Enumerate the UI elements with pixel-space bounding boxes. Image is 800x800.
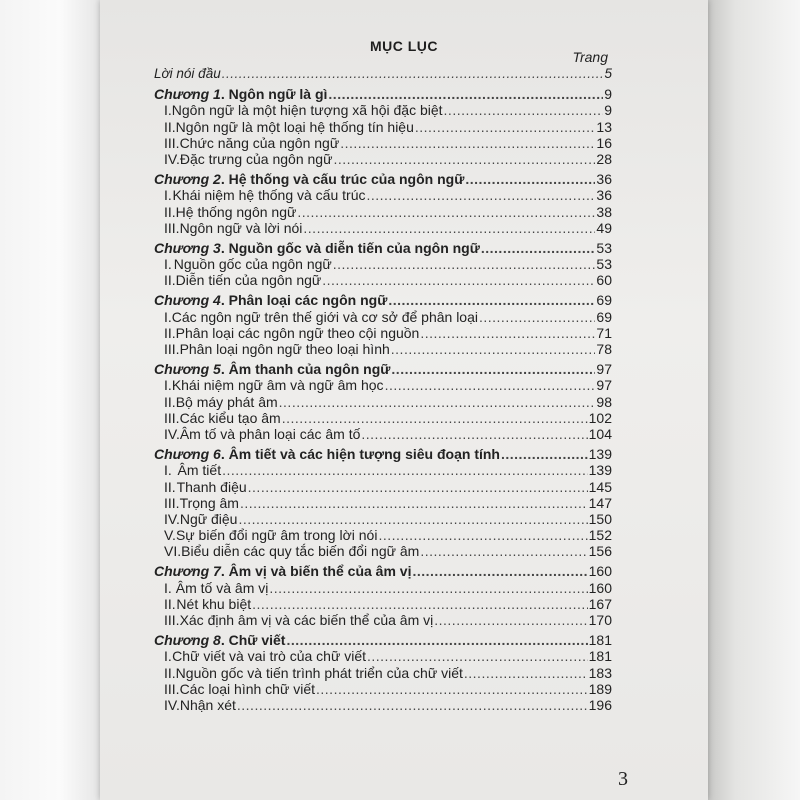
toc-item-row	[154, 410, 612, 426]
toc-item-page: 13	[596, 118, 612, 135]
toc-item-label: Trọng âm	[179, 494, 239, 511]
toc-chapter-page: 97	[596, 361, 612, 378]
toc-item-number: IV.	[164, 510, 180, 527]
toc-item-label: Nét khu biệt	[176, 595, 252, 612]
toc-item-page: 181	[588, 648, 612, 665]
toc-item-label: Các ngôn ngữ trên thế giới và cơ sở để phân loại	[171, 308, 478, 325]
dot-leader	[248, 479, 588, 495]
toc-item-number: II.	[164, 393, 176, 410]
toc-item-row	[154, 543, 612, 559]
toc-item-page: 9	[604, 102, 612, 119]
dot-leader	[322, 272, 595, 288]
toc-item-page: 183	[588, 664, 612, 681]
toc-item-label: Âm tiết	[177, 462, 222, 479]
toc-item-row	[154, 697, 612, 713]
toc-item-page: 160	[588, 579, 612, 596]
dot-leader	[501, 446, 588, 462]
toc-item-number: II.	[164, 478, 176, 495]
toc-chapter-page: 181	[588, 632, 612, 649]
toc-chapter-heading	[154, 292, 387, 308]
dot-leader	[420, 543, 587, 559]
toc-item-label: Ngôn ngữ và lời nói	[179, 219, 303, 236]
dot-leader	[328, 86, 603, 102]
toc-chapter-prefix: Chương 5	[154, 361, 221, 378]
toc-item-number: III.	[164, 612, 180, 628]
page-number: 3	[618, 768, 628, 790]
toc-item-number: III.	[164, 134, 180, 151]
dot-leader	[366, 187, 595, 203]
dot-leader	[464, 665, 588, 681]
toc-item-row	[154, 341, 612, 357]
dot-leader	[340, 135, 595, 151]
toc-item-label: Phân loại các ngôn ngữ theo cội nguồn	[175, 324, 420, 341]
toc-item-label: Ngôn ngữ là một hiện tượng xã hội đặc biệt	[171, 102, 443, 119]
page-column-label: Trang	[572, 49, 608, 65]
dot-leader	[412, 563, 587, 579]
toc-chapter-sep: .	[220, 361, 229, 378]
toc-item-page: 71	[596, 324, 612, 341]
toc-chapter-title: Ngôn ngữ là gì	[228, 86, 328, 103]
toc-item-label: Khái niệm hệ thống và cấu trúc	[172, 187, 366, 204]
toc-item-number: IV.	[164, 425, 180, 442]
toc-item-number: I.	[164, 102, 172, 119]
toc-item-label: Nguồn gốc của ngôn ngữ	[173, 256, 332, 273]
toc-intro-page: 5	[604, 66, 612, 81]
toc-chapter-sep: .	[220, 239, 229, 256]
toc-chapter-title: Nguồn gốc và diễn tiến của ngôn ngữ	[228, 239, 480, 256]
toc-item-number: II.	[164, 203, 176, 220]
toc-item-label: Thanh điệu	[176, 478, 247, 495]
toc-item-label: Âm tố và phân loại các âm tố	[179, 425, 361, 442]
dot-leader	[481, 240, 596, 256]
dot-leader	[385, 377, 596, 393]
toc-item-row	[154, 681, 612, 697]
toc-item-page: 147	[588, 494, 612, 511]
toc-item-row	[154, 220, 612, 236]
toc-item-row	[154, 377, 612, 393]
toc-item-row	[154, 135, 612, 151]
background-right	[708, 0, 800, 800]
toc-chapter-title: Chữ viết	[228, 632, 286, 649]
toc-chapter-page: 69	[596, 292, 612, 309]
toc-item-number: I.	[164, 377, 172, 394]
toc-item-label: Chức năng của ngôn ngữ	[179, 134, 340, 151]
toc-chapter-row	[154, 361, 612, 377]
toc-intro-label: Lời nói đầu	[154, 66, 221, 81]
book-page	[100, 0, 708, 800]
dot-leader	[238, 511, 587, 527]
toc-item-row	[154, 612, 612, 628]
toc-item-row	[154, 204, 612, 220]
toc-item-row	[154, 665, 612, 681]
toc-item-number: I.	[164, 462, 172, 479]
toc-item-row	[154, 256, 612, 272]
dot-leader	[279, 394, 596, 410]
toc-item-row	[154, 596, 612, 612]
toc-item-label: Sự biến đổi ngữ âm trong lời nói	[175, 527, 378, 544]
toc-item-page: 49	[596, 219, 612, 236]
toc-item-page: 97	[596, 377, 612, 394]
toc-item-label: Các loại hình chữ viết	[179, 680, 316, 697]
toc-chapter-page: 139	[588, 446, 612, 463]
toc-item-number: III.	[164, 219, 180, 236]
toc-item-page: 69	[596, 308, 612, 325]
toc-chapter-row	[154, 563, 612, 579]
toc-chapter-row	[154, 292, 612, 308]
toc-chapter-heading	[154, 171, 464, 187]
toc-item-number: I.	[164, 648, 172, 665]
toc-chapter-heading	[154, 361, 390, 377]
dot-leader	[378, 527, 587, 543]
toc-item-page: 102	[588, 409, 612, 426]
toc-chapter-heading	[154, 240, 480, 256]
dot-leader	[465, 171, 595, 187]
toc-item-row	[154, 102, 612, 118]
toc-item-row	[154, 325, 612, 341]
toc-chapter-title: Âm vị và biến thể của âm vị	[228, 563, 412, 580]
toc-chapter-heading	[154, 563, 411, 579]
toc-chapter-heading	[154, 86, 327, 102]
dot-leader	[444, 102, 604, 118]
toc-chapter-sep: .	[220, 632, 229, 649]
toc-item-row	[154, 511, 612, 527]
toc-item-label: Khái niệm ngữ âm và ngữ âm học	[171, 377, 384, 394]
toc-item-number: II.	[164, 118, 176, 135]
dot-leader	[361, 426, 587, 442]
toc-chapter-title: Âm thanh của ngôn ngữ	[228, 361, 391, 378]
dot-leader	[388, 292, 595, 308]
toc-item-page: 28	[596, 150, 612, 167]
toc-chapter-sep: .	[220, 86, 229, 103]
toc-item-page: 167	[588, 595, 612, 612]
toc-item-label: Bộ máy phát âm	[175, 393, 278, 410]
toc-item-page: 139	[588, 462, 612, 479]
toc-item-label: Ngôn ngữ là một loại hệ thống tín hiệu	[175, 118, 414, 135]
toc-item-page: 196	[588, 696, 612, 713]
toc-item-label: Nhận xét	[179, 696, 236, 713]
toc-item-page: 36	[596, 187, 612, 204]
toc-item-number: I.	[164, 579, 172, 596]
toc-item-number: II.	[164, 595, 176, 612]
toc-item-page: 53	[596, 256, 612, 273]
toc-item-number: II.	[164, 664, 176, 681]
toc-item-page: 145	[588, 478, 612, 495]
toc-chapter-heading	[154, 632, 285, 648]
toc-chapter-page: 53	[596, 239, 612, 256]
toc-chapter-page: 160	[588, 563, 612, 580]
dot-leader	[297, 204, 595, 220]
toc-chapter-row	[154, 86, 612, 102]
toc-item-page: 156	[588, 543, 612, 560]
toc-intro-row	[154, 66, 612, 82]
toc-item-number: I.	[164, 256, 172, 273]
toc-item-number: III.	[164, 494, 180, 511]
toc-item-number: III.	[164, 409, 180, 426]
toc-item-page: 38	[596, 203, 612, 220]
toc-chapter-prefix: Chương 6	[154, 446, 221, 463]
toc-item-number: III.	[164, 341, 180, 357]
toc-chapter-row	[154, 171, 612, 187]
toc-item-label: Chữ viết và vai trò của chữ viết	[172, 648, 366, 665]
toc-item-row	[154, 479, 612, 495]
toc-chapter-prefix: Chương 7	[154, 563, 221, 580]
toc-chapter-sep: .	[220, 292, 229, 309]
toc-chapter-row	[154, 632, 612, 648]
toc-chapter-prefix: Chương 1	[154, 86, 221, 103]
toc-chapter-row	[154, 240, 612, 256]
toc-item-number: II.	[164, 324, 176, 341]
toc-item-label: Hệ thống ngôn ngữ	[175, 203, 297, 220]
toc-item-label: Âm tố và âm vị	[175, 579, 269, 596]
background-left	[0, 0, 100, 800]
toc-item-row	[154, 426, 612, 442]
toc-chapter-prefix: Chương 8	[154, 632, 221, 649]
toc-item-row	[154, 187, 612, 203]
toc-item-number: V.	[164, 527, 176, 544]
toc-item-page: 104	[588, 425, 612, 442]
toc-chapter-prefix: Chương 4	[154, 292, 221, 309]
toc-chapter-row	[154, 446, 612, 462]
toc-item-row	[154, 648, 612, 664]
toc-item-page: 152	[588, 527, 612, 544]
toc-item-page: 78	[596, 341, 612, 357]
toc-item-label: Phân loại ngôn ngữ theo loại hình	[179, 341, 390, 357]
toc-chapter-title: Âm tiết và các hiện tượng siêu đoạn tính	[228, 446, 500, 463]
toc-item-label: Nguồn gốc và tiến trình phát triển của chữ viết	[175, 664, 463, 681]
dot-leader	[282, 410, 588, 426]
dot-leader	[222, 462, 588, 478]
toc-item-page: 150	[588, 510, 612, 527]
toc-item-row	[154, 580, 612, 596]
toc-item-number: III.	[164, 680, 180, 697]
dot-leader	[479, 309, 595, 325]
dot-leader	[286, 632, 587, 648]
toc-item-row	[154, 272, 612, 288]
dot-leader	[415, 119, 596, 135]
toc-item-row	[154, 151, 612, 167]
toc-chapter-sep: .	[220, 446, 229, 463]
dot-leader	[240, 495, 588, 511]
toc-item-number: I.	[164, 308, 172, 325]
toc-item-label: Đặc trưng của ngôn ngữ	[179, 150, 333, 167]
toc-item-row	[154, 119, 612, 135]
toc-item-row	[154, 394, 612, 410]
toc-item-number: II.	[164, 272, 176, 289]
dot-leader	[391, 361, 595, 377]
toc-chapter-sep: .	[220, 563, 229, 580]
toc-item-label: Ngữ điệu	[179, 510, 238, 527]
dot-leader	[303, 220, 595, 236]
dot-leader	[252, 596, 588, 612]
dot-leader	[316, 681, 588, 697]
toc-item-row	[154, 462, 612, 478]
toc-item-label: Các kiểu tạo âm	[179, 409, 281, 426]
toc-chapter-prefix: Chương 3	[154, 239, 221, 256]
toc-item-row	[154, 309, 612, 325]
toc-item-row	[154, 495, 612, 511]
dot-leader	[367, 648, 588, 664]
toc-item-page: 98	[596, 393, 612, 410]
toc-item-page: 60	[596, 272, 612, 289]
toc-chapter-sep: .	[220, 171, 229, 188]
toc-item-row	[154, 527, 612, 543]
dot-leader	[420, 325, 595, 341]
toc-chapter-page: 9	[604, 86, 612, 103]
dot-leader	[333, 256, 596, 272]
dot-leader	[434, 612, 587, 628]
toc-chapter-prefix: Chương 2	[154, 171, 221, 188]
toc-item-page: 170	[588, 612, 612, 628]
toc-chapter-page: 36	[596, 171, 612, 188]
toc-item-number: I.	[164, 187, 172, 204]
dot-leader	[222, 66, 604, 82]
toc-chapter-title: Hệ thống và cấu trúc của ngôn ngữ	[228, 171, 465, 188]
dot-leader	[333, 151, 595, 167]
dot-leader	[237, 697, 588, 713]
page-title: MỤC LỤC	[369, 38, 439, 54]
toc-item-number: IV.	[164, 696, 180, 713]
toc-item-page: 16	[596, 134, 612, 151]
toc-chapter-heading	[154, 446, 500, 462]
dot-leader	[391, 341, 596, 357]
table-of-contents	[154, 66, 612, 713]
dot-leader	[269, 580, 587, 596]
toc-item-number: IV.	[164, 150, 180, 167]
toc-item-number: VI.	[164, 543, 182, 560]
toc-item-label: Diễn tiến của ngôn ngữ	[175, 272, 322, 289]
toc-chapter-title: Phân loại các ngôn ngữ	[228, 292, 388, 309]
toc-item-label: Biểu diễn các quy tắc biến đổi ngữ âm	[181, 543, 420, 560]
toc-item-page: 189	[588, 680, 612, 697]
toc-item-label: Xác định âm vị và các biến thể của âm vị	[179, 612, 434, 628]
